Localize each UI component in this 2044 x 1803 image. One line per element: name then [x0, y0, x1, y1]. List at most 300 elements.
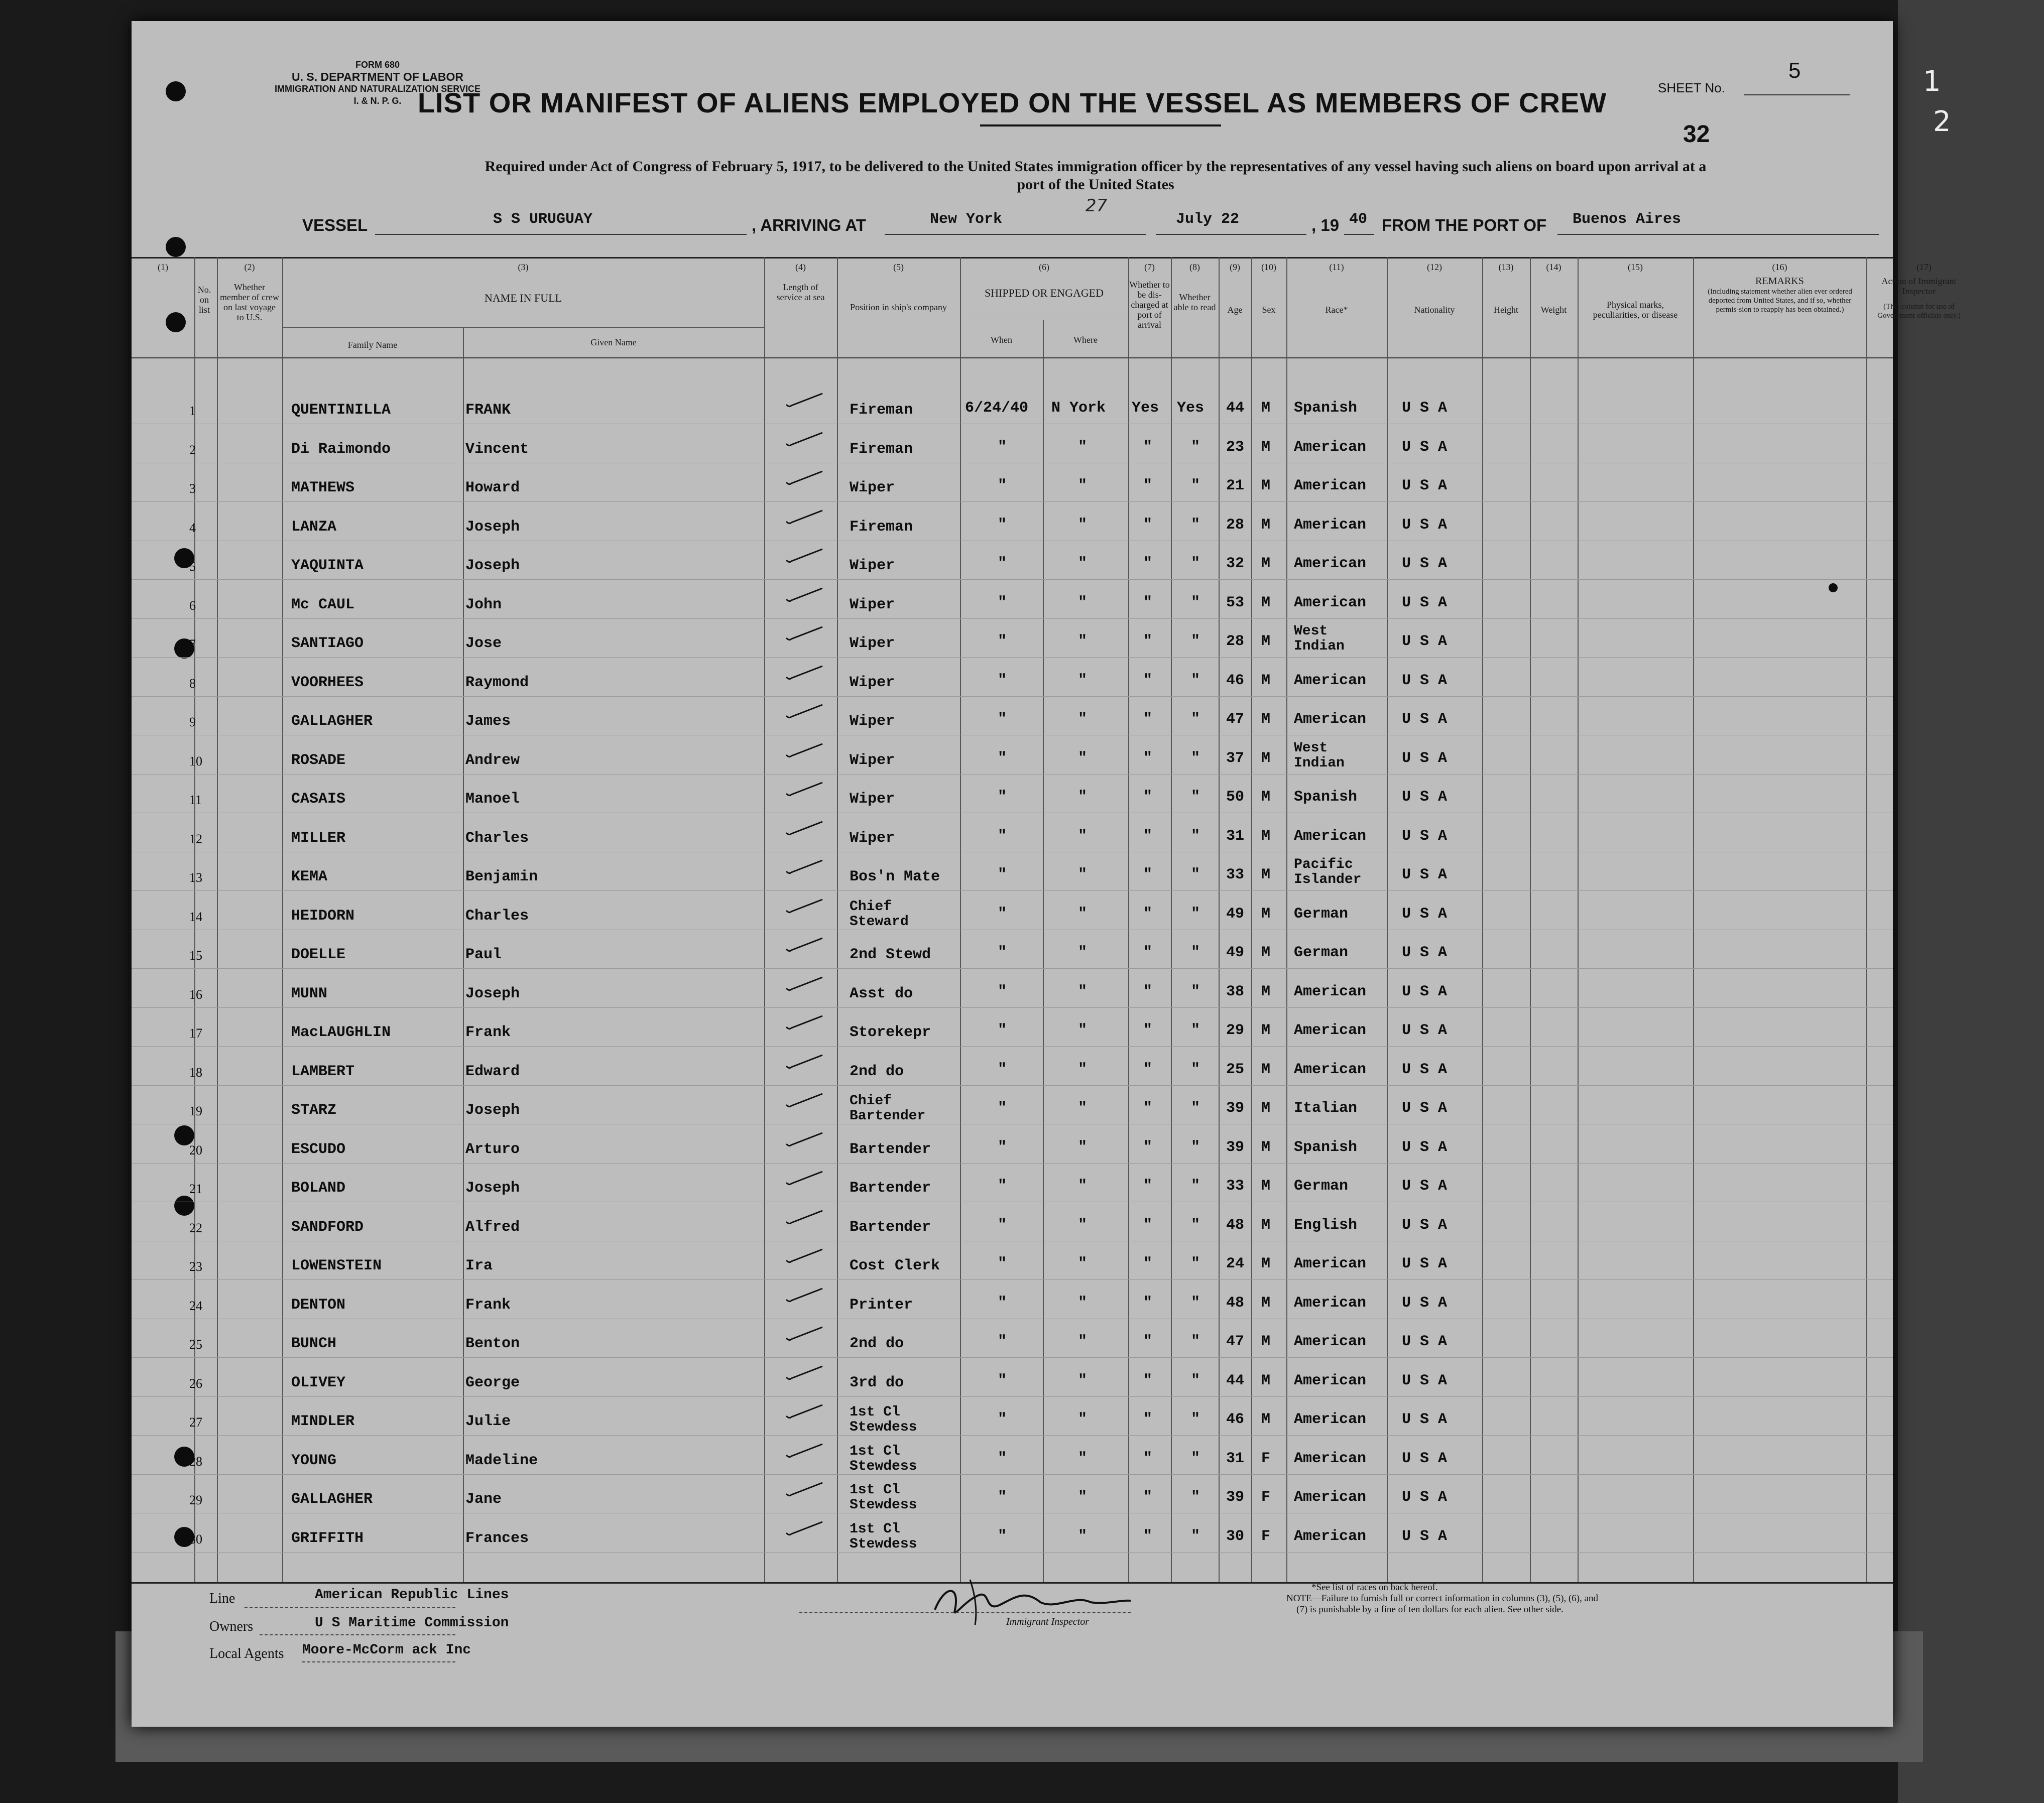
- act-statement: [292, 158, 1899, 194]
- race: American: [1294, 594, 1367, 611]
- position: 3rd do: [850, 1374, 904, 1391]
- able-to-read: ": [1191, 477, 1200, 494]
- race: English: [1294, 1216, 1358, 1234]
- row-rule: [132, 618, 1893, 619]
- shipped-when: ": [998, 789, 1007, 806]
- col-header-shipped: SHIPPED OR ENGAGED: [984, 287, 1104, 299]
- race: American: [1294, 1450, 1367, 1467]
- to-be-discharged: ": [1143, 477, 1153, 494]
- age: 53: [1226, 594, 1245, 611]
- row-number: 29: [189, 1493, 202, 1507]
- age: 39: [1226, 1489, 1245, 1506]
- year-prefix: , 19: [1311, 216, 1340, 234]
- departure-port: Buenos Aires: [1573, 211, 1681, 228]
- row-rule: [132, 1085, 1893, 1086]
- sex: M: [1261, 1022, 1271, 1039]
- able-to-read: ": [1191, 866, 1200, 883]
- col-header-nationality: Nationality: [1414, 305, 1455, 315]
- position: Wiper: [850, 713, 895, 730]
- nationality: U S A: [1402, 1178, 1448, 1195]
- race: American: [1294, 1294, 1367, 1312]
- race: American: [1294, 1061, 1367, 1078]
- row-rule: [132, 774, 1893, 775]
- able-to-read: ": [1191, 555, 1200, 572]
- sex: M: [1261, 1411, 1271, 1428]
- check-mark-icon: [784, 781, 824, 798]
- shipped-when: ": [998, 866, 1007, 883]
- position: 1st Cl Stewdess: [850, 1404, 917, 1435]
- to-be-discharged: ": [1143, 827, 1153, 845]
- age: 48: [1226, 1294, 1245, 1312]
- nationality: U S A: [1402, 1022, 1448, 1039]
- age: 46: [1226, 1411, 1245, 1428]
- row-number: 30: [189, 1531, 202, 1547]
- given-name: Alfred: [465, 1218, 520, 1236]
- age: 47: [1226, 711, 1245, 728]
- row-rule: [132, 657, 1893, 658]
- column-divider: [1219, 257, 1220, 1582]
- col-num-9: (9): [1230, 262, 1240, 272]
- position: Bos'n Mate: [850, 868, 940, 885]
- agents-label: Local Agents: [209, 1646, 284, 1661]
- row-rule: [132, 1552, 1893, 1553]
- column-divider: [1387, 257, 1388, 1582]
- race: American: [1294, 711, 1367, 728]
- col-header-read: Whether able to read: [1173, 292, 1216, 312]
- sex: F: [1261, 1489, 1271, 1506]
- sex: M: [1261, 866, 1271, 883]
- able-to-read: ": [1191, 1178, 1200, 1195]
- able-to-read: ": [1191, 1411, 1200, 1428]
- shipped-where: ": [1078, 944, 1088, 961]
- position: Bartender: [850, 1180, 931, 1197]
- department: U. S. DEPARTMENT OF LABOR: [291, 70, 463, 83]
- position: Wiper: [850, 751, 895, 769]
- given-name: Manoel: [465, 791, 520, 808]
- race: American: [1294, 1255, 1367, 1272]
- position: Chief Bartender: [850, 1093, 926, 1124]
- nationality: U S A: [1402, 1333, 1448, 1350]
- given-name: Benton: [465, 1335, 520, 1352]
- to-be-discharged: ": [1143, 1450, 1153, 1467]
- col-num-5: (5): [893, 262, 904, 272]
- shipped-where: ": [1078, 983, 1088, 1000]
- row-number: 18: [189, 1065, 202, 1080]
- age: 39: [1226, 1138, 1245, 1156]
- able-to-read: ": [1191, 944, 1200, 961]
- nationality: U S A: [1402, 1216, 1448, 1234]
- col-num-3: (3): [518, 262, 529, 272]
- shipped-where: ": [1078, 789, 1088, 806]
- nationality: U S A: [1402, 1255, 1448, 1272]
- family-name: HEIDORN: [291, 907, 355, 925]
- shipped-when: ": [998, 672, 1007, 689]
- race: American: [1294, 477, 1367, 494]
- family-name: YOUNG: [291, 1452, 337, 1469]
- able-to-read: ": [1191, 1294, 1200, 1312]
- shipped-when: ": [998, 477, 1007, 494]
- row-number: 5: [189, 559, 196, 574]
- position: Wiper: [850, 557, 895, 574]
- check-mark-icon: [784, 703, 824, 720]
- check-mark-icon: [784, 431, 824, 448]
- nationality: U S A: [1402, 633, 1448, 650]
- shipped-where: ": [1078, 1294, 1088, 1312]
- column-divider: [1482, 257, 1483, 1582]
- shipped-when: ": [998, 1527, 1007, 1545]
- col-header-age: Age: [1227, 305, 1243, 315]
- check-mark-icon: [784, 1520, 824, 1537]
- row-number: 16: [189, 987, 202, 1002]
- shipped-where: ": [1078, 866, 1088, 883]
- sex: M: [1261, 1178, 1271, 1195]
- to-be-discharged: ": [1143, 516, 1153, 534]
- position: Cost Clerk: [850, 1257, 940, 1274]
- nationality: U S A: [1402, 749, 1448, 767]
- race: American: [1294, 1333, 1367, 1350]
- family-name: MINDLER: [291, 1413, 355, 1430]
- race: American: [1294, 672, 1367, 689]
- race: American: [1294, 1527, 1367, 1545]
- col-num-12: (12): [1427, 262, 1442, 272]
- col-header-height: Height: [1494, 305, 1518, 315]
- able-to-read: ": [1191, 711, 1200, 728]
- family-name: YAQUINTA: [291, 557, 364, 574]
- row-rule: [132, 1357, 1893, 1358]
- age: 47: [1226, 1333, 1245, 1350]
- age: 38: [1226, 983, 1245, 1000]
- shipped-where: ": [1078, 1061, 1088, 1078]
- shipped-where: ": [1078, 438, 1088, 456]
- nationality: U S A: [1402, 944, 1448, 961]
- col-header-given-name: Given Name: [590, 337, 637, 347]
- binder-hole: [166, 237, 186, 257]
- position: Fireman: [850, 402, 913, 419]
- column-divider: [764, 257, 765, 1582]
- row-rule: [132, 501, 1893, 502]
- manifest-sheet: [132, 21, 1961, 1727]
- race: American: [1294, 1372, 1367, 1389]
- col-num-6: (6): [1039, 262, 1049, 272]
- column-divider: [1171, 257, 1172, 1582]
- arriving-label: , ARRIVING AT: [752, 216, 866, 234]
- row-rule: [132, 579, 1893, 580]
- owners-label: Owners: [209, 1619, 254, 1634]
- shipped-when: ": [998, 1489, 1007, 1506]
- age: 31: [1226, 1450, 1245, 1467]
- shipped-where: ": [1078, 711, 1088, 728]
- to-be-discharged: ": [1143, 983, 1153, 1000]
- col-num-15: (15): [1628, 262, 1643, 272]
- position: Wiper: [850, 829, 895, 847]
- check-mark-icon: [784, 547, 824, 564]
- position: Wiper: [850, 635, 895, 652]
- nationality: U S A: [1402, 400, 1448, 417]
- shipped-when: ": [998, 1061, 1007, 1078]
- to-be-discharged: ": [1143, 1411, 1153, 1428]
- handwritten-date-correction: 27: [1086, 196, 1108, 216]
- col-header-sex: Sex: [1262, 305, 1276, 315]
- shipped-when: ": [998, 1333, 1007, 1350]
- to-be-discharged: ": [1143, 789, 1153, 806]
- position: 1st Cl Stewdess: [850, 1521, 917, 1552]
- row-number: 3: [189, 481, 196, 496]
- given-name: George: [465, 1374, 520, 1391]
- sheet-number: 5: [1788, 58, 1801, 83]
- position: Printer: [850, 1296, 913, 1314]
- able-to-read: ": [1191, 1138, 1200, 1156]
- family-name: ESCUDO: [291, 1140, 346, 1158]
- check-mark-icon: [784, 664, 824, 681]
- row-number: 27: [189, 1415, 202, 1430]
- able-to-read: ": [1191, 1333, 1200, 1350]
- row-rule: [132, 1435, 1893, 1436]
- age: 49: [1226, 944, 1245, 961]
- sex: M: [1261, 749, 1271, 767]
- shipped-where: ": [1078, 1450, 1088, 1467]
- able-to-read: ": [1191, 905, 1200, 923]
- shipped-when: ": [998, 1411, 1007, 1428]
- sex: M: [1261, 1138, 1271, 1156]
- family-name: GALLAGHER: [291, 713, 373, 730]
- given-name: Frank: [465, 1024, 511, 1041]
- shipped-where: ": [1078, 1411, 1088, 1428]
- position: 1st Cl Stewdess: [850, 1443, 917, 1474]
- family-name: SANDFORD: [291, 1218, 364, 1236]
- age: 30: [1226, 1527, 1245, 1545]
- age: 29: [1226, 1022, 1245, 1039]
- able-to-read: ": [1191, 594, 1200, 611]
- able-to-read: ": [1191, 983, 1200, 1000]
- position: Wiper: [850, 596, 895, 613]
- owners-value: U S Maritime Commission: [315, 1615, 509, 1631]
- given-name: Jane: [465, 1491, 502, 1508]
- to-be-discharged: ": [1143, 1022, 1153, 1039]
- race: Italian: [1294, 1100, 1358, 1117]
- able-to-read: ": [1191, 516, 1200, 534]
- age: 25: [1226, 1061, 1245, 1078]
- position: 2nd Stewd: [850, 946, 931, 963]
- race: West Indian: [1294, 623, 1345, 654]
- age: 33: [1226, 866, 1245, 883]
- nationality: U S A: [1402, 1372, 1448, 1389]
- family-name: MacLAUGHLIN: [291, 1024, 391, 1041]
- given-name: Howard: [465, 479, 520, 496]
- crew-table: [132, 257, 1961, 1592]
- family-name: VOORHEES: [291, 674, 364, 691]
- able-to-read: Yes: [1177, 400, 1205, 417]
- col-num-10: (10): [1261, 262, 1276, 272]
- check-mark-icon: [784, 1131, 824, 1148]
- arrival-date: July 22: [1176, 211, 1240, 228]
- row-number: 4: [189, 520, 196, 535]
- shipped-when: ": [998, 1255, 1007, 1272]
- check-mark-icon: [784, 1053, 824, 1070]
- line-label: Line: [209, 1591, 235, 1606]
- given-name: Joseph: [465, 1180, 520, 1197]
- sex: M: [1261, 905, 1271, 923]
- to-be-discharged: ": [1143, 866, 1153, 883]
- to-be-discharged: ": [1143, 1333, 1153, 1350]
- family-name: LOWENSTEIN: [291, 1257, 382, 1274]
- sex: M: [1261, 944, 1271, 961]
- check-mark-icon: [784, 469, 824, 486]
- to-be-discharged: ": [1143, 944, 1153, 961]
- nationality: U S A: [1402, 983, 1448, 1000]
- age: 28: [1226, 633, 1245, 650]
- shipped-when: 6/24/40: [965, 400, 1029, 417]
- age: 37: [1226, 749, 1245, 767]
- check-mark-icon: [784, 625, 824, 642]
- shipped-where: ": [1078, 1489, 1088, 1506]
- family-name: MUNN: [291, 985, 328, 1002]
- column-divider: [1128, 257, 1129, 1582]
- position: 1st Cl Stewdess: [850, 1482, 917, 1513]
- age: 44: [1226, 1372, 1245, 1389]
- sex: M: [1261, 438, 1271, 456]
- row-number: 15: [189, 948, 202, 963]
- sex: F: [1261, 1527, 1271, 1545]
- sex: M: [1261, 1216, 1271, 1234]
- race: Spanish: [1294, 400, 1358, 417]
- family-name: Di Raimondo: [291, 440, 391, 458]
- to-be-discharged: ": [1143, 749, 1153, 767]
- nationality: U S A: [1402, 866, 1448, 883]
- position: Wiper: [850, 791, 895, 808]
- col-num-8: (8): [1189, 262, 1200, 272]
- given-name: Ira: [465, 1257, 493, 1274]
- col-header-physical-marks: Physical marks, peculiarities, or disease: [1593, 300, 1678, 320]
- nationality: U S A: [1402, 438, 1448, 456]
- from-port-label: FROM THE PORT OF: [1382, 216, 1547, 234]
- column-divider: [1286, 257, 1287, 1582]
- service: IMMIGRATION AND NATURALIZATION SERVICE: [275, 84, 480, 94]
- family-name: STARZ: [291, 1102, 337, 1119]
- family-name: BOLAND: [291, 1180, 346, 1197]
- nationality: U S A: [1402, 1100, 1448, 1117]
- to-be-discharged: Yes: [1132, 400, 1159, 417]
- sex: M: [1261, 1061, 1271, 1078]
- shipped-when: ": [998, 1450, 1007, 1467]
- given-name: Madeline: [465, 1452, 538, 1469]
- family-name: Mc CAUL: [291, 596, 355, 613]
- position: Wiper: [850, 674, 895, 691]
- col-header-remarks-note: (Including statement whether alien ever ordered deported from United States, and if so, whether permis-sion to reapply has been obtained.): [1708, 288, 1852, 314]
- sex: M: [1261, 594, 1271, 611]
- nationality: U S A: [1402, 827, 1448, 845]
- shipped-where: ": [1078, 672, 1088, 689]
- given-name: FRANK: [465, 402, 511, 419]
- given-name: Edward: [465, 1063, 520, 1080]
- column-divider: [1866, 257, 1867, 1582]
- column-divider: [1530, 257, 1531, 1582]
- row-number: 26: [189, 1376, 202, 1391]
- check-mark-icon: [784, 1092, 824, 1109]
- family-name: SANTIAGO: [291, 635, 364, 652]
- row-number: 6: [189, 598, 196, 613]
- check-mark-icon: [784, 820, 824, 837]
- col-header-race: Race*: [1325, 305, 1348, 315]
- row-number: 2: [189, 442, 196, 457]
- given-name: John: [465, 596, 502, 613]
- age: 39: [1226, 1100, 1245, 1117]
- able-to-read: ": [1191, 1372, 1200, 1389]
- shipped-when: ": [998, 1138, 1007, 1156]
- sex: M: [1261, 827, 1271, 845]
- race: American: [1294, 983, 1367, 1000]
- row-number: 24: [189, 1298, 202, 1313]
- shipped-when: ": [998, 1100, 1007, 1117]
- check-mark-icon: [784, 1481, 824, 1498]
- shipped-where: ": [1078, 555, 1088, 572]
- able-to-read: ": [1191, 1255, 1200, 1272]
- column-divider: [1043, 320, 1044, 1582]
- col-header-discharged: Whether to be dis-charged at port of arrival: [1129, 280, 1170, 330]
- row-rule: [132, 696, 1893, 697]
- check-mark-icon: [784, 975, 824, 992]
- column-divider: [282, 257, 283, 1582]
- row-rule: [132, 1046, 1893, 1047]
- nationality: U S A: [1402, 1061, 1448, 1078]
- family-name: MILLER: [291, 829, 346, 847]
- given-name: Julie: [465, 1413, 511, 1430]
- shipped-when: ": [998, 1294, 1007, 1312]
- able-to-read: ": [1191, 1489, 1200, 1506]
- column-divider: [217, 257, 218, 1582]
- nationality: U S A: [1402, 1527, 1448, 1545]
- family-name: QUENTINILLA: [291, 402, 391, 419]
- check-mark-icon: [784, 1403, 824, 1420]
- to-be-discharged: ": [1143, 1100, 1153, 1117]
- title-underline: [980, 124, 1221, 126]
- inspector-label: Immigrant Inspector: [1006, 1616, 1089, 1627]
- position: Bartender: [850, 1218, 931, 1236]
- to-be-discharged: ": [1143, 1527, 1153, 1545]
- able-to-read: ": [1191, 1061, 1200, 1078]
- col-num-16: (16): [1772, 262, 1787, 272]
- act-line-1: Required under Act of Congress of February 5, 1917, to be delivered to the United States immigration officer by the representatives of any vessel having such aliens on board upon arrival at a: [485, 158, 1707, 175]
- nationality: U S A: [1402, 1138, 1448, 1156]
- age: 28: [1226, 516, 1245, 534]
- sex: M: [1261, 1294, 1271, 1312]
- able-to-read: ": [1191, 1216, 1200, 1234]
- row-number: 10: [189, 753, 202, 768]
- sex: M: [1261, 672, 1271, 689]
- nationality: U S A: [1402, 1411, 1448, 1428]
- to-be-discharged: ": [1143, 1061, 1153, 1078]
- sex: M: [1261, 1333, 1271, 1350]
- given-name: Vincent: [465, 440, 529, 458]
- shipped-when: ": [998, 594, 1007, 611]
- age: 32: [1226, 555, 1245, 572]
- family-name: BUNCH: [291, 1335, 337, 1352]
- row-number: 25: [189, 1337, 202, 1352]
- age: 49: [1226, 905, 1245, 923]
- race: West Indian: [1294, 740, 1345, 771]
- shipped-where: ": [1078, 1100, 1088, 1117]
- col-num-4: (4): [795, 262, 806, 272]
- column-divider: [1251, 257, 1252, 1582]
- given-name: Benjamin: [465, 868, 538, 885]
- row-rule: [132, 1163, 1893, 1164]
- nationality: U S A: [1402, 477, 1448, 494]
- col-num-1: (1): [158, 262, 168, 272]
- shipped-when: ": [998, 555, 1007, 572]
- position: 2nd do: [850, 1063, 904, 1080]
- to-be-discharged: ": [1143, 1372, 1153, 1389]
- shipped-where: N York: [1051, 400, 1106, 417]
- row-rule: [132, 1474, 1893, 1475]
